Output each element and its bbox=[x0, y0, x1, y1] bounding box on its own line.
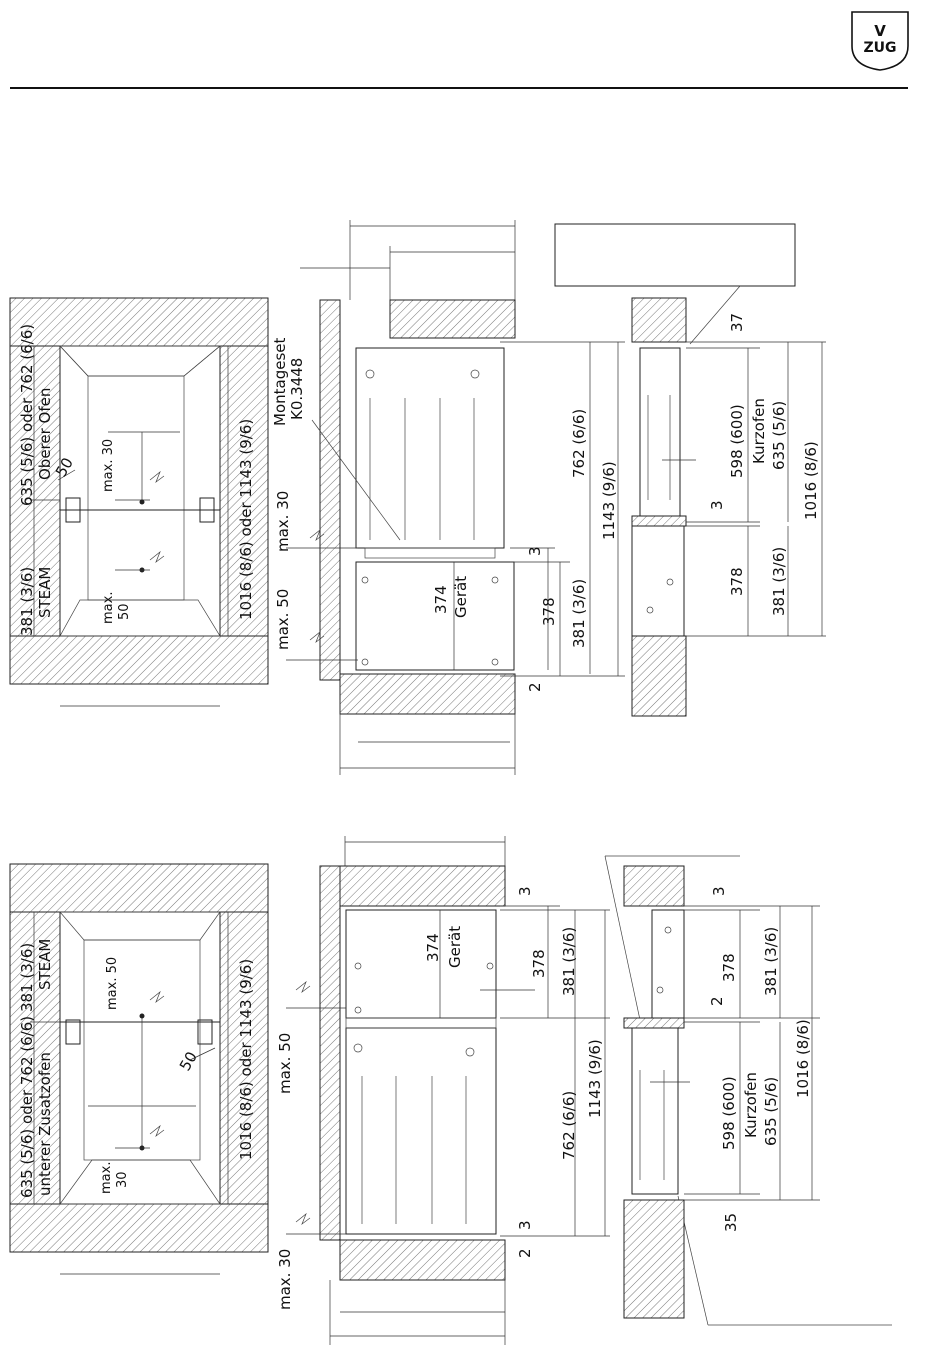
bottom-detail-dim-635: 635 (5/6) bbox=[762, 1076, 780, 1146]
top-detail-short-oven: Kurzofen bbox=[750, 398, 768, 464]
top-section-dim-378: 378 bbox=[540, 597, 558, 626]
bottom-section-max30: max. 30 bbox=[276, 1248, 294, 1310]
bottom-section-max50: max. 50 bbox=[276, 1032, 294, 1094]
logo-top-text: V bbox=[874, 22, 886, 40]
bottom-section-device-dim: 374 bbox=[424, 933, 442, 962]
top-detail-dim-381: 381 (3/6) bbox=[770, 546, 788, 616]
bottom-section-dim-3-bottom: 3 bbox=[516, 1220, 534, 1230]
bottom-section-dim-2: 2 bbox=[516, 1248, 534, 1258]
top-plan-max50-b: 50 bbox=[117, 603, 132, 620]
bottom-section-dim-381: 381 (3/6) bbox=[560, 926, 578, 996]
top-plan-label-oven: Oberer Ofen bbox=[36, 387, 54, 480]
bottom-plan-max50: max. 50 bbox=[105, 956, 120, 1010]
top-detail-dim-378: 378 bbox=[728, 567, 746, 596]
logo-bottom-text: ZUG bbox=[863, 40, 897, 56]
top-detail-dim-598: 598 (600) bbox=[728, 404, 746, 478]
top-detail-dim-1016: 1016 (8/6) bbox=[802, 441, 820, 520]
bottom-detail-short-oven: Kurzofen bbox=[742, 1072, 760, 1138]
top-detail-dim-635: 635 (5/6) bbox=[770, 400, 788, 470]
bottom-plan-max30-a: max. bbox=[99, 1161, 114, 1194]
bottom-detail-dim-378: 378 bbox=[720, 953, 738, 982]
top-plan-total-height: 1016 (8/6) oder 1143 (9/6) bbox=[237, 418, 255, 620]
top-plan-max30: max. 30 bbox=[101, 438, 116, 492]
bottom-detail-dim-598: 598 (600) bbox=[720, 1076, 738, 1150]
top-plan-height-steam: 381 (3/6) bbox=[18, 566, 36, 636]
bottom-section-dim-762: 762 (6/6) bbox=[560, 1090, 578, 1160]
bottom-detail-dim-2: 2 bbox=[708, 996, 726, 1006]
top-section-dim-3: 3 bbox=[526, 546, 544, 556]
bottom-detail-dim-1016: 1016 (8/6) bbox=[794, 1019, 812, 1098]
bottom-section-dim-1143: 1143 (9/6) bbox=[586, 1039, 604, 1118]
bottom-section-dim-378: 378 bbox=[530, 949, 548, 978]
top-detail-dim-37: 37 bbox=[728, 312, 746, 332]
top-section-device-dim: 374 bbox=[432, 585, 450, 614]
top-section-dim-1143: 1143 (9/6) bbox=[600, 461, 618, 540]
top-detail-view bbox=[632, 298, 826, 716]
bottom-detail-dim-3: 3 bbox=[710, 886, 728, 896]
brand-logo bbox=[852, 12, 908, 70]
top-section-dim-381: 381 (3/6) bbox=[570, 578, 588, 648]
top-section-device-label: Gerät bbox=[452, 575, 470, 618]
top-section-view bbox=[271, 220, 625, 775]
bottom-detail-view bbox=[624, 866, 820, 1318]
top-plan-view bbox=[10, 298, 268, 706]
top-section-max50: max. 50 bbox=[274, 588, 292, 650]
bottom-plan-label-oven: unterer Zusatzofen bbox=[36, 1052, 54, 1196]
bottom-plan-height-steam: 381 (3/6) bbox=[18, 942, 36, 1012]
bottom-plan-angle: 50 bbox=[175, 1048, 202, 1074]
top-section-kit-code: K0.3448 bbox=[288, 357, 306, 420]
top-section-dim-2: 2 bbox=[526, 682, 544, 692]
top-section-dim-762: 762 (6/6) bbox=[570, 408, 588, 478]
bottom-plan-label-steam: STEAM bbox=[36, 938, 54, 990]
bottom-detail-dim-381: 381 (3/6) bbox=[762, 926, 780, 996]
bottom-plan-height-oven: 635 (5/6) oder 762 (6/6) bbox=[18, 1015, 36, 1198]
bottom-section-view bbox=[276, 836, 610, 1345]
callout-box bbox=[555, 224, 795, 286]
top-plan-height-oven: 635 (5/6) oder 762 (6/6) bbox=[18, 323, 36, 506]
bottom-detail-dim-35: 35 bbox=[722, 1212, 740, 1232]
top-plan-angle: 50 bbox=[51, 454, 78, 480]
top-section-kit-name: Montageset bbox=[271, 337, 289, 426]
bottom-plan-total-height: 1016 (8/6) oder 1143 (9/6) bbox=[237, 958, 255, 1160]
top-detail-dim-3: 3 bbox=[708, 500, 726, 510]
bottom-plan-view bbox=[10, 864, 268, 1274]
top-plan-label-steam: STEAM bbox=[36, 566, 54, 618]
bottom-section-dim-3-top: 3 bbox=[516, 886, 534, 896]
top-section-max30: max. 30 bbox=[274, 490, 292, 552]
bottom-section-device-label: Gerät bbox=[446, 925, 464, 968]
bottom-plan-max30-b: 30 bbox=[115, 1171, 130, 1188]
top-plan-max50-a: max. bbox=[101, 591, 116, 624]
